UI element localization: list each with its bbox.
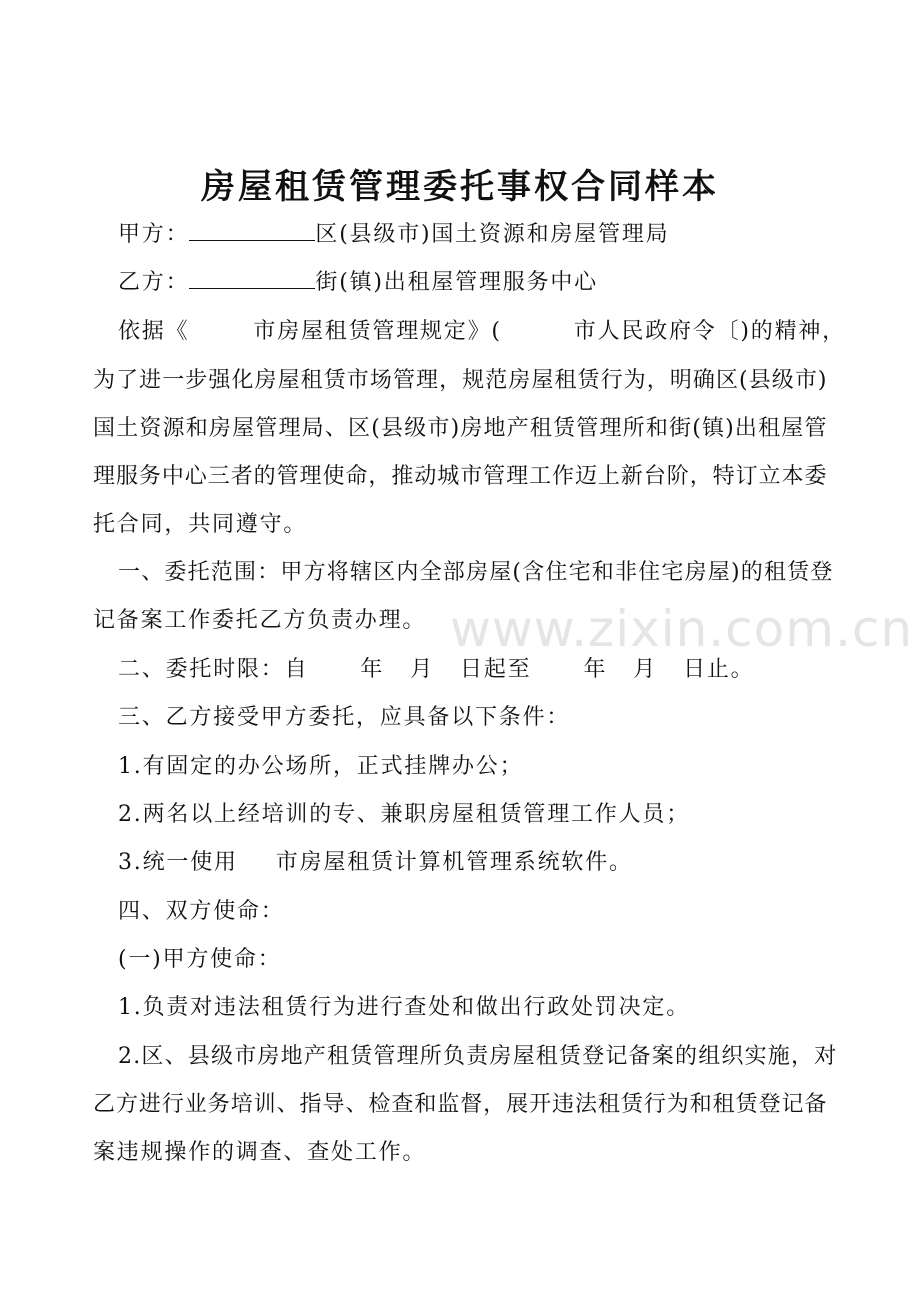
term-month-2: 月	[633, 657, 658, 682]
basis-line-3: 国土资源和房屋管理局、区(县级市)房地产租赁管理所和街(镇)出租屋管	[93, 416, 827, 441]
basis-line-1	[118, 317, 846, 347]
party-b-suffix: 街(镇)出租屋管理服务中心	[315, 270, 598, 295]
clause-3-heading: 三、乙方接受甲方委托，应具备以下条件：	[118, 705, 571, 730]
party-b-line	[118, 268, 598, 298]
term-year-2: 年	[583, 657, 608, 682]
basis-text-b: 市房屋租赁管理规定》(	[253, 319, 502, 344]
basis-line-4: 理服务中心三者的管理使命，推动城市管理工作迈上新台阶，特订立本委	[93, 464, 827, 489]
clause-3-item-3-b: 市房屋租赁计算机管理系统软件。	[275, 850, 633, 875]
clause-1-line-1: 一、委托范围：甲方将辖区内全部房屋(含住宅和非住宅房屋)的租赁登	[118, 560, 834, 585]
party-b-label: 乙方：	[118, 270, 190, 295]
term-year-1: 年	[360, 657, 385, 682]
clause-2-line	[118, 655, 754, 685]
clause-3-item-1: 1.有固定的办公场所，正式挂牌办公；	[118, 754, 524, 779]
clause-3-item-3-a: 3.统一使用	[118, 850, 238, 875]
document-title: 房屋租赁管理委托事权合同样本	[201, 167, 719, 207]
basis-text-a: 依据《	[118, 319, 190, 344]
clause-4-item-1: 1.负责对违法租赁行为进行查处和做出行政处罚决定。	[118, 995, 690, 1020]
party-a-line	[118, 220, 669, 250]
clause-4-item-2-line-1: 2.区、县级市房地产租赁管理所负责房屋租赁登记备案的组织实施，对	[118, 1044, 838, 1069]
basis-line-5: 托合同，共同遵守。	[93, 512, 308, 537]
clause-4-sub-1: (一)甲方使命：	[118, 947, 282, 972]
term-month-1: 月	[410, 657, 435, 682]
party-a-label: 甲方：	[118, 222, 190, 247]
watermark: www.zixin.com.cn	[450, 600, 914, 658]
party-b-blank	[189, 268, 315, 289]
clause-4-heading: 四、双方使命：	[118, 899, 285, 924]
clause-3-item-3	[118, 848, 633, 878]
party-a-suffix: 区(县级市)国土资源和房屋管理局	[315, 222, 670, 247]
term-label: 二、委托时限：自	[118, 657, 309, 682]
party-a-blank	[189, 220, 315, 241]
term-day-2: 日止。	[683, 657, 755, 682]
clause-4-item-2-line-3: 案违规操作的调查、查处工作。	[93, 1140, 427, 1165]
basis-text-c: 市人民政府令〔)的精神，	[573, 319, 846, 344]
term-day-1: 日起至	[460, 657, 532, 682]
clause-4-item-2-line-2: 乙方进行业务培训、指导、检查和监督，展开违法租赁行为和租赁登记备	[93, 1092, 827, 1117]
basis-line-2: 为了进一步强化房屋租赁市场管理，规范房屋租赁行为，明确区(县级市)	[93, 368, 827, 393]
clause-1-line-2: 记备案工作委托乙方负责办理。	[93, 608, 427, 633]
clause-3-item-2: 2.两名以上经培训的专、兼职房屋租赁管理工作人员；	[118, 802, 690, 827]
